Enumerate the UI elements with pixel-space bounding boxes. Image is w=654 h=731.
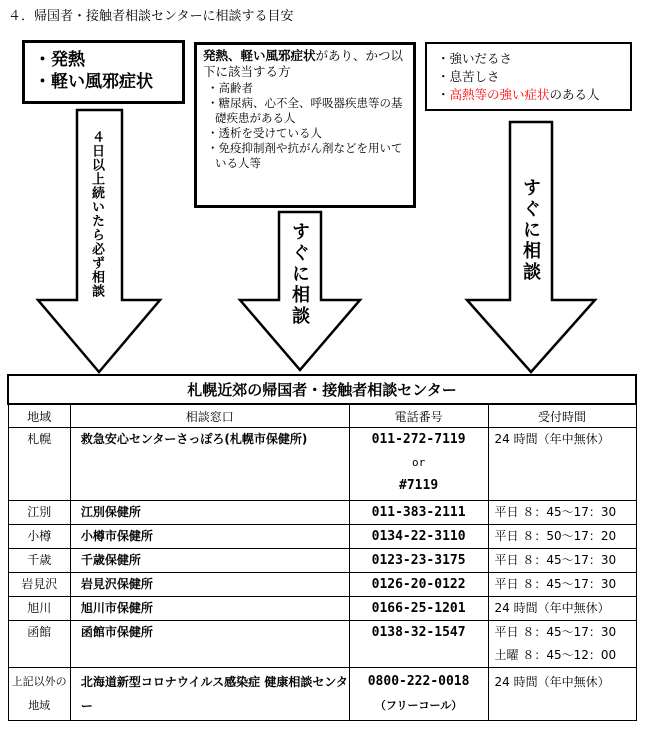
row-area: 上記以外の地域 bbox=[8, 668, 70, 721]
row-window: 旭川市保健所 bbox=[70, 597, 349, 621]
row-window: 函館市保健所 bbox=[70, 621, 349, 668]
table-row bbox=[8, 501, 636, 525]
row-hours: 24 時間（年中無休） bbox=[488, 597, 636, 621]
header-hours: 受付時間 bbox=[488, 404, 636, 428]
row-tel: 0123-23-3175 bbox=[349, 549, 488, 573]
row-window: 救急安心センターさっぽろ(札幌市保健所) bbox=[70, 428, 349, 501]
row-tel: 0800-222-0018 （フリーコール） bbox=[349, 668, 488, 721]
table-row bbox=[8, 668, 636, 721]
header-area: 地域 bbox=[8, 404, 70, 428]
table-row bbox=[8, 597, 636, 621]
box2-item: ・高齢者 bbox=[207, 81, 253, 95]
row-hours: 平日 ８：45～17：30 bbox=[488, 549, 636, 573]
row-area: 札幌 bbox=[8, 428, 70, 501]
row-tel: 0166-25-1201 bbox=[349, 597, 488, 621]
table-row bbox=[8, 525, 636, 549]
row-tel: 011-383-2111 bbox=[349, 501, 488, 525]
table-row bbox=[8, 573, 636, 597]
box3-item: ・息苦しさ bbox=[437, 69, 500, 84]
row-area: 旭川 bbox=[8, 597, 70, 621]
box1-item: ・軽い風邪症状 bbox=[34, 72, 153, 92]
table-row bbox=[8, 621, 636, 668]
consultation-center-table bbox=[7, 374, 637, 721]
table-header-row bbox=[8, 404, 636, 428]
table-row bbox=[8, 428, 636, 501]
table-title: 札幌近郊の帰国者・接触者相談センター bbox=[8, 375, 636, 404]
row-tel: 0126-20-0122 bbox=[349, 573, 488, 597]
row-window: 千歳保健所 bbox=[70, 549, 349, 573]
arrow-3-label: すぐに相談 bbox=[520, 178, 541, 283]
page-heading: ４．帰国者・接触者相談センターに相談する目安 bbox=[8, 9, 294, 24]
arrow-1-label: ４日以上続いたら必ず相談 bbox=[89, 130, 104, 298]
header-tel: 電話番号 bbox=[349, 404, 488, 428]
box3-item: ・高熱等の強い症状のある人 bbox=[437, 87, 600, 102]
row-tel: 0138-32-1547 bbox=[349, 621, 488, 668]
arrow-2-label: すぐに相談 bbox=[289, 222, 310, 327]
box2-lead: 発熱、軽い風邪症状があり、かつ以下に該当する方 bbox=[203, 48, 404, 79]
row-window: 北海道新型コロナウイルス感染症 健康相談センター bbox=[70, 668, 349, 721]
symptom-box-mild bbox=[22, 40, 185, 104]
row-window: 岩見沢保健所 bbox=[70, 573, 349, 597]
box3-item: ・強いだるさ bbox=[437, 51, 513, 66]
row-hours: 平日 ８：45～17：30 土曜 ８：45～12：00 bbox=[488, 621, 636, 668]
row-hours: 平日 ８：45～17：30 bbox=[488, 501, 636, 525]
symptom-box-risk bbox=[194, 42, 416, 208]
row-area: 千歳 bbox=[8, 549, 70, 573]
row-hours: 平日 ８：45～17：30 bbox=[488, 573, 636, 597]
row-hours: 平日 ８：50～17：20 bbox=[488, 525, 636, 549]
row-area: 江別 bbox=[8, 501, 70, 525]
symptom-box-severe bbox=[425, 42, 632, 111]
box2-list bbox=[203, 81, 407, 171]
row-tel: 011-272-7119 or #7119 bbox=[349, 428, 488, 501]
table-row bbox=[8, 549, 636, 573]
row-area: 函館 bbox=[8, 621, 70, 668]
row-tel: 0134-22-3110 bbox=[349, 525, 488, 549]
row-area: 小樽 bbox=[8, 525, 70, 549]
row-area: 岩見沢 bbox=[8, 573, 70, 597]
row-hours: 24 時間（年中無休） bbox=[488, 668, 636, 721]
row-window: 小樽市保健所 bbox=[70, 525, 349, 549]
row-window: 江別保健所 bbox=[70, 501, 349, 525]
box2-item: ・透析を受けている人 bbox=[207, 126, 322, 140]
box2-item: ・免疫抑制剤や抗がん剤などを用いている人等 bbox=[207, 141, 403, 170]
header-window: 相談窓口 bbox=[70, 404, 349, 428]
box2-item: ・糖尿病、心不全、呼吸器疾患等の基礎疾患がある人 bbox=[207, 96, 403, 125]
row-hours: 24 時間（年中無休） bbox=[488, 428, 636, 501]
box1-item: ・発熱 bbox=[34, 50, 85, 70]
